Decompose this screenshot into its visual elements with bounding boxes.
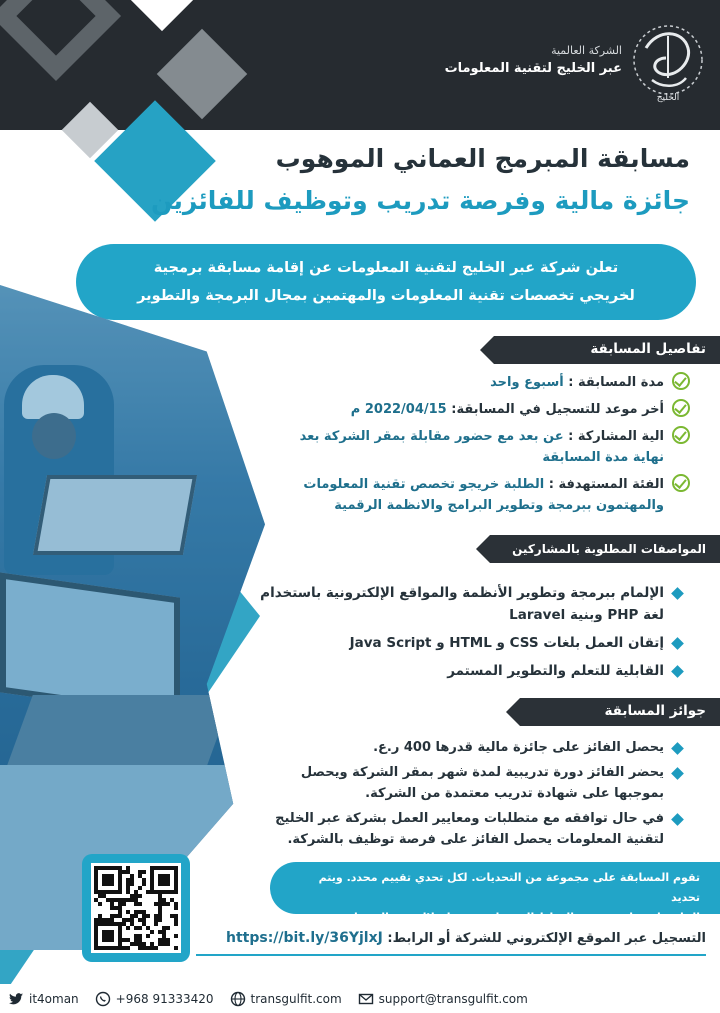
announcement-banner: [76, 244, 696, 320]
registration-text: التسجيل عبر الموقع الإلكتروني للشركة أو الرابط:: [382, 931, 706, 946]
email-address: support@transgulfit.com: [378, 991, 528, 1006]
twitter-handle: it4oman: [29, 991, 79, 1006]
footer-website[interactable]: [230, 991, 342, 1007]
list-item: [260, 632, 690, 654]
prize-text: في حال توافقه مع متطلبات ومعايير العمل بشركة عبر الخليج لتقنية المعلومات يحصل الفائز على فرصة توظيف بالشركة.: [275, 811, 664, 847]
list-item: [270, 399, 690, 420]
diamond-bullet-icon: [671, 637, 684, 650]
diamond-bullet-icon: [671, 767, 684, 780]
details-list: [270, 372, 690, 522]
email-icon: [358, 991, 374, 1007]
detail-label: الفئة المستهدفة :: [544, 477, 664, 492]
phone-number: +968 91333420: [115, 991, 214, 1006]
diamond-bullet-icon: [671, 587, 684, 600]
whatsapp-icon: [95, 991, 111, 1007]
check-icon: [672, 474, 690, 492]
footer-phone[interactable]: [95, 991, 214, 1007]
detail-value: عن بعد مع حضور مقابلة بمقر الشركة بعد نهاية مدة المسابقة: [299, 429, 664, 465]
detail-label: الية المشاركة :: [563, 429, 664, 444]
registration-link[interactable]: https://bit.ly/36YjlxJ: [225, 930, 383, 946]
check-icon: [672, 372, 690, 390]
company-line1: الشركة العالمية: [551, 44, 622, 57]
list-item: [260, 737, 690, 758]
company-logo: [628, 18, 708, 108]
list-item: [260, 660, 690, 682]
logo-text: الخليج: [656, 93, 680, 103]
check-icon: [672, 399, 690, 417]
requirements-heading: المواصفات المطلوبة بالمشاركين: [490, 535, 720, 563]
announcement-line2: لخريجي تخصصات تقنية المعلومات والمهتمين بمجال البرمجة والتطوير: [137, 288, 635, 304]
list-item: [260, 582, 690, 626]
detail-value: أسبوع واحد: [490, 375, 564, 390]
footer-email[interactable]: [358, 991, 528, 1007]
footer: [0, 984, 720, 1013]
requirement-text: إتقان العمل بلغات CSS و HTML و Java Script: [349, 635, 664, 651]
prize-text: يحضر الفائز دورة تدريبية لمدة شهر بمقر الشركة ويحصل بموجبها على شهادة تدريب معتمدة من الشركة.: [300, 765, 664, 801]
diamond-bullet-icon: [671, 813, 684, 826]
details-heading: تفاصيل المسابقة: [494, 336, 720, 364]
twitter-icon: [8, 991, 24, 1007]
prize-text: يحصل الفائز على جائزة مالية قدرها 400 ر.ع.: [373, 740, 664, 755]
qr-code-frame[interactable]: [82, 854, 190, 962]
company-name: [445, 44, 622, 76]
detail-label: أخر موعد للتسجيل في المسابقة:: [446, 402, 664, 417]
info-banner: [270, 862, 720, 924]
prizes-list: [260, 737, 690, 854]
requirement-text: الإلمام ببرمجة وتطوير الأنظمة والمواقع الإلكترونية باستخدام لغة PHP وبنية Laravel: [260, 585, 664, 623]
footer-twitter[interactable]: [8, 991, 79, 1007]
prizes-heading: جوائز المسابقة: [520, 698, 720, 726]
list-item: [260, 762, 690, 804]
company-line2: عبر الخليج لتقنية المعلومات: [444, 61, 622, 76]
website-url: transgulfit.com: [250, 991, 342, 1006]
students-photo: [0, 285, 265, 950]
diamond-bullet-icon: [671, 742, 684, 755]
detail-value: 2022/04/15 م: [350, 402, 447, 417]
diamond-bullet-icon: [671, 665, 684, 678]
requirement-text: القابلية للتعلم والتطوير المستمر: [447, 663, 664, 679]
check-icon: [672, 426, 690, 444]
list-item: [270, 474, 690, 516]
globe-icon: [230, 991, 246, 1007]
detail-label: مدة المسابقة :: [563, 375, 664, 390]
detail-value: الطلبة خريجو تخصص تقنية المعلومات والمهتمون ببرمجة وتطوير البرامج والانظمة الرقمية: [303, 477, 664, 513]
announcement-line1: تعلن شركة عبر الخليج لتقنية المعلومات عن إقامة مسابقة برمجية: [153, 260, 619, 276]
page-subtitle: جائزة مالية وفرصة تدريب وتوظيف للفائزين: [150, 186, 690, 215]
registration-line: [196, 930, 706, 956]
list-item: [270, 426, 690, 468]
info-line2: الفائز باحتساب مجموع النقاط التي قام بجمعها خلال هذه التحديات: [342, 911, 700, 924]
list-item: [270, 372, 690, 393]
qr-code[interactable]: [91, 863, 181, 953]
info-line1: تقوم المسابقة على مجموعة من التحديات. لكل تحدي تقييم محدد. ويتم تحديد: [318, 871, 700, 904]
list-item: [260, 808, 690, 850]
page-title: مسابقة المبرمج العماني الموهوب: [275, 144, 690, 173]
requirements-list: [260, 582, 690, 688]
